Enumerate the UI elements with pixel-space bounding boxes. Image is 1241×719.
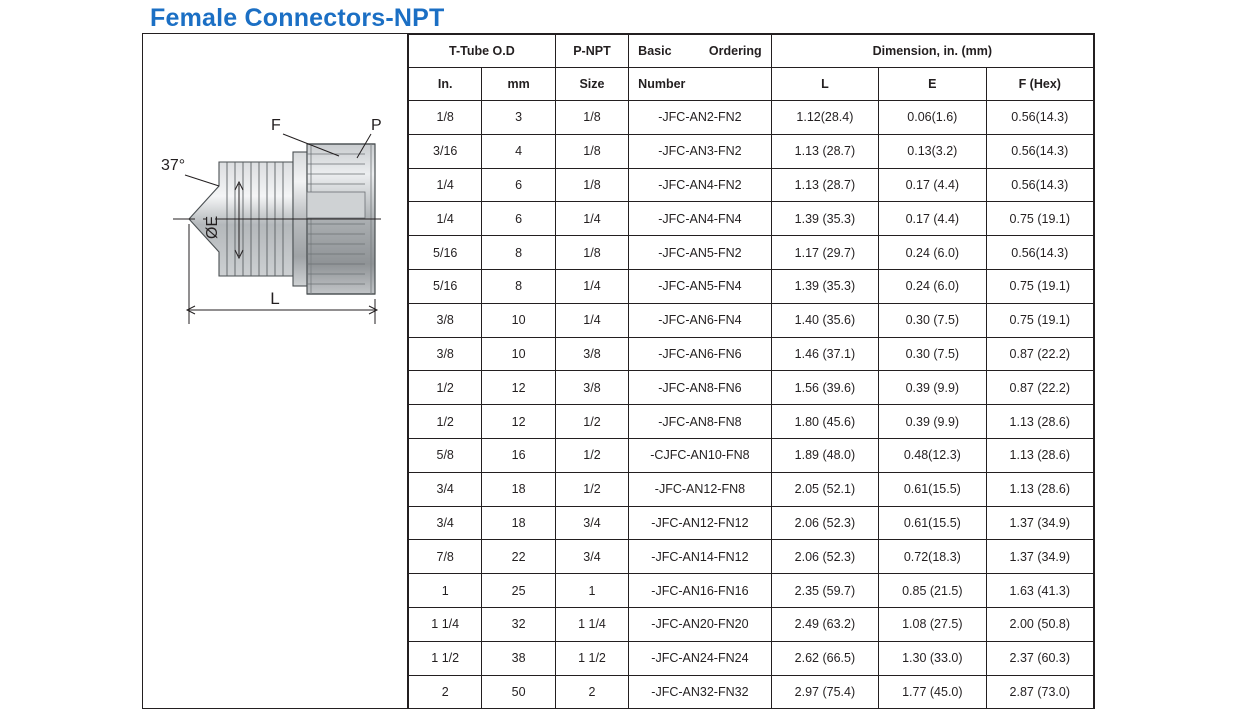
cell-tube-mm: 22	[482, 540, 555, 574]
cell-npt-size: 1/2	[555, 438, 628, 472]
cell-dim-e: 0.24 (6.0)	[879, 269, 986, 303]
cell-ordering-number: -CJFC-AN10-FN8	[629, 438, 772, 472]
cell-tube-mm: 10	[482, 303, 555, 337]
cell-tube-in: 1/2	[409, 405, 482, 439]
cell-ordering-number: -JFC-AN6-FN4	[629, 303, 772, 337]
cell-dim-f: 0.75 (19.1)	[986, 269, 1093, 303]
cell-dim-l: 2.06 (52.3)	[771, 540, 878, 574]
cell-tube-in: 1/2	[409, 371, 482, 405]
cell-ordering-number: -JFC-AN12-FN12	[629, 506, 772, 540]
table-body	[409, 101, 1094, 709]
cell-npt-size: 1/4	[555, 202, 628, 236]
cell-dim-f: 1.37 (34.9)	[986, 540, 1093, 574]
cell-npt-size: 1/2	[555, 472, 628, 506]
cell-tube-in: 1	[409, 574, 482, 608]
cell-npt-size: 1/4	[555, 269, 628, 303]
cell-tube-mm: 50	[482, 675, 555, 709]
cell-npt-size: 3/8	[555, 371, 628, 405]
connector-drawing	[143, 34, 407, 708]
cell-dim-l: 2.62 (66.5)	[771, 641, 878, 675]
cell-tube-mm: 12	[482, 371, 555, 405]
cell-tube-mm: 8	[482, 236, 555, 270]
cell-npt-size: 1/8	[555, 236, 628, 270]
cell-tube-in: 7/8	[409, 540, 482, 574]
cell-dim-l: 1.89 (48.0)	[771, 438, 878, 472]
table-row	[409, 134, 1094, 168]
table-head	[409, 35, 1094, 101]
cell-dim-f: 1.63 (41.3)	[986, 574, 1093, 608]
cell-tube-mm: 4	[482, 134, 555, 168]
cell-dim-e: 1.77 (45.0)	[879, 675, 986, 709]
cell-tube-mm: 6	[482, 202, 555, 236]
cell-dim-e: 0.06(1.6)	[879, 101, 986, 135]
cell-dim-l: 1.40 (35.6)	[771, 303, 878, 337]
cell-ordering-number: -JFC-AN16-FN16	[629, 574, 772, 608]
cell-dim-f: 0.75 (19.1)	[986, 202, 1093, 236]
cell-tube-in: 3/8	[409, 303, 482, 337]
cell-dim-l: 1.39 (35.3)	[771, 202, 878, 236]
table-row	[409, 472, 1094, 506]
header-in: In.	[409, 68, 482, 101]
cell-dim-f: 0.56(14.3)	[986, 236, 1093, 270]
cell-dim-f: 0.56(14.3)	[986, 101, 1093, 135]
header-t-tube-od: T-Tube O.D	[409, 35, 556, 68]
cell-tube-mm: 25	[482, 574, 555, 608]
cell-tube-mm: 6	[482, 168, 555, 202]
header-dimension: Dimension, in. (mm)	[771, 35, 1093, 68]
cell-tube-in: 3/4	[409, 506, 482, 540]
cell-npt-size: 1/4	[555, 303, 628, 337]
cell-dim-l: 2.97 (75.4)	[771, 675, 878, 709]
header-size: Size	[555, 68, 628, 101]
cell-tube-mm: 10	[482, 337, 555, 371]
page-title: Female Connectors-NPT	[150, 4, 445, 32]
header-p-npt: P-NPT	[555, 35, 628, 68]
cell-ordering-number: -JFC-AN5-FN2	[629, 236, 772, 270]
header-number	[629, 68, 772, 101]
cell-tube-in: 3/4	[409, 472, 482, 506]
cell-dim-l: 1.46 (37.1)	[771, 337, 878, 371]
header-e: E	[879, 68, 986, 101]
cell-dim-l: 1.80 (45.6)	[771, 405, 878, 439]
cell-dim-f: 1.13 (28.6)	[986, 405, 1093, 439]
table-row	[409, 506, 1094, 540]
cell-tube-mm: 18	[482, 506, 555, 540]
cell-dim-e: 1.08 (27.5)	[879, 607, 986, 641]
cell-dim-e: 0.30 (7.5)	[879, 337, 986, 371]
table-header-row-2	[409, 68, 1094, 101]
cell-ordering-number: -JFC-AN5-FN4	[629, 269, 772, 303]
cell-ordering-number: -JFC-AN4-FN2	[629, 168, 772, 202]
cell-dim-e: 0.48(12.3)	[879, 438, 986, 472]
cell-dim-e: 0.17 (4.4)	[879, 202, 986, 236]
cell-dim-f: 0.75 (19.1)	[986, 303, 1093, 337]
cell-dim-e: 1.30 (33.0)	[879, 641, 986, 675]
header-basic-ordering	[629, 35, 772, 68]
cell-tube-in: 1 1/2	[409, 641, 482, 675]
cell-dim-e: 0.39 (9.9)	[879, 405, 986, 439]
specification-table	[408, 34, 1094, 709]
cell-npt-size: 1/2	[555, 405, 628, 439]
cell-npt-size: 1/8	[555, 168, 628, 202]
cell-dim-f: 2.87 (73.0)	[986, 675, 1093, 709]
cell-dim-l: 1.17 (29.7)	[771, 236, 878, 270]
table-row	[409, 236, 1094, 270]
cell-ordering-number: -JFC-AN8-FN6	[629, 371, 772, 405]
cell-ordering-number: -JFC-AN6-FN6	[629, 337, 772, 371]
cell-npt-size: 1 1/2	[555, 641, 628, 675]
table-row	[409, 101, 1094, 135]
cell-dim-f: 0.87 (22.2)	[986, 337, 1093, 371]
table-row	[409, 607, 1094, 641]
cell-tube-mm: 16	[482, 438, 555, 472]
cell-dim-e: 0.85 (21.5)	[879, 574, 986, 608]
cell-tube-in: 1/4	[409, 168, 482, 202]
cell-dim-l: 2.05 (52.1)	[771, 472, 878, 506]
e-label: ØE	[204, 215, 221, 239]
cell-ordering-number: -JFC-AN24-FN24	[629, 641, 772, 675]
cell-npt-size: 1/8	[555, 101, 628, 135]
table-row	[409, 540, 1094, 574]
cell-npt-size: 3/4	[555, 506, 628, 540]
cell-ordering-number: -JFC-AN8-FN8	[629, 405, 772, 439]
table-row	[409, 574, 1094, 608]
header-f-hex: F (Hex)	[986, 68, 1093, 101]
cell-tube-in: 1/4	[409, 202, 482, 236]
table-row	[409, 405, 1094, 439]
cell-ordering-number: -JFC-AN32-FN32	[629, 675, 772, 709]
cell-dim-l: 1.13 (28.7)	[771, 134, 878, 168]
cell-tube-mm: 38	[482, 641, 555, 675]
table-row	[409, 675, 1094, 709]
cell-tube-in: 5/8	[409, 438, 482, 472]
cell-tube-in: 1 1/4	[409, 607, 482, 641]
table-row	[409, 438, 1094, 472]
cell-dim-l: 1.39 (35.3)	[771, 269, 878, 303]
angle-label: 37°	[161, 157, 186, 174]
cell-dim-l: 2.06 (52.3)	[771, 506, 878, 540]
bore-shape	[307, 192, 365, 218]
cell-dim-l: 1.13 (28.7)	[771, 168, 878, 202]
cell-dim-e: 0.61(15.5)	[879, 472, 986, 506]
cell-ordering-number: -JFC-AN3-FN2	[629, 134, 772, 168]
table-row	[409, 371, 1094, 405]
header-ordering-text: Ordering	[708, 44, 762, 58]
cell-dim-f: 0.56(14.3)	[986, 168, 1093, 202]
cell-tube-in: 5/16	[409, 236, 482, 270]
cell-dim-e: 0.61(15.5)	[879, 506, 986, 540]
table-row	[409, 337, 1094, 371]
p-label: P	[371, 117, 382, 134]
l-label: L	[270, 289, 280, 308]
cell-dim-f: 0.87 (22.2)	[986, 371, 1093, 405]
cell-dim-e: 0.30 (7.5)	[879, 303, 986, 337]
cell-npt-size: 3/8	[555, 337, 628, 371]
cell-ordering-number: -JFC-AN14-FN12	[629, 540, 772, 574]
table-row	[409, 168, 1094, 202]
cell-dim-l: 2.49 (63.2)	[771, 607, 878, 641]
cell-dim-f: 1.13 (28.6)	[986, 472, 1093, 506]
header-basic-text: Basic	[638, 44, 672, 58]
f-label: F	[271, 117, 281, 134]
cell-ordering-number: -JFC-AN12-FN8	[629, 472, 772, 506]
cell-npt-size: 3/4	[555, 540, 628, 574]
cell-dim-e: 0.13(3.2)	[879, 134, 986, 168]
header-l: L	[771, 68, 878, 101]
table-row	[409, 202, 1094, 236]
cell-dim-f: 0.56(14.3)	[986, 134, 1093, 168]
cell-tube-in: 5/16	[409, 269, 482, 303]
cell-dim-f: 2.00 (50.8)	[986, 607, 1093, 641]
cell-tube-mm: 8	[482, 269, 555, 303]
cell-tube-mm: 3	[482, 101, 555, 135]
cell-tube-in: 3/8	[409, 337, 482, 371]
table-row	[409, 641, 1094, 675]
cell-dim-e: 0.24 (6.0)	[879, 236, 986, 270]
cell-npt-size: 2	[555, 675, 628, 709]
cell-dim-e: 0.39 (9.9)	[879, 371, 986, 405]
cell-dim-l: 1.56 (39.6)	[771, 371, 878, 405]
table-row	[409, 269, 1094, 303]
table-header-row-1	[409, 35, 1094, 68]
cell-dim-f: 1.13 (28.6)	[986, 438, 1093, 472]
cell-dim-f: 2.37 (60.3)	[986, 641, 1093, 675]
cell-tube-mm: 18	[482, 472, 555, 506]
cell-npt-size: 1/8	[555, 134, 628, 168]
header-mm: mm	[482, 68, 555, 101]
cell-npt-size: 1 1/4	[555, 607, 628, 641]
cell-tube-mm: 32	[482, 607, 555, 641]
cell-ordering-number: -JFC-AN20-FN20	[629, 607, 772, 641]
angle-leader-line	[185, 175, 219, 186]
cell-tube-mm: 12	[482, 405, 555, 439]
cell-dim-f: 1.37 (34.9)	[986, 506, 1093, 540]
cell-dim-l: 1.12(28.4)	[771, 101, 878, 135]
cell-tube-in: 3/16	[409, 134, 482, 168]
cell-dim-e: 0.17 (4.4)	[879, 168, 986, 202]
cell-tube-in: 1/8	[409, 101, 482, 135]
cell-npt-size: 1	[555, 574, 628, 608]
content-frame	[142, 33, 1095, 709]
cell-ordering-number: -JFC-AN4-FN4	[629, 202, 772, 236]
drawing-panel	[143, 34, 408, 708]
header-number-text: Number	[638, 77, 686, 91]
cell-ordering-number: -JFC-AN2-FN2	[629, 101, 772, 135]
cell-dim-l: 2.35 (59.7)	[771, 574, 878, 608]
table-row	[409, 303, 1094, 337]
cell-tube-in: 2	[409, 675, 482, 709]
cell-dim-e: 0.72(18.3)	[879, 540, 986, 574]
